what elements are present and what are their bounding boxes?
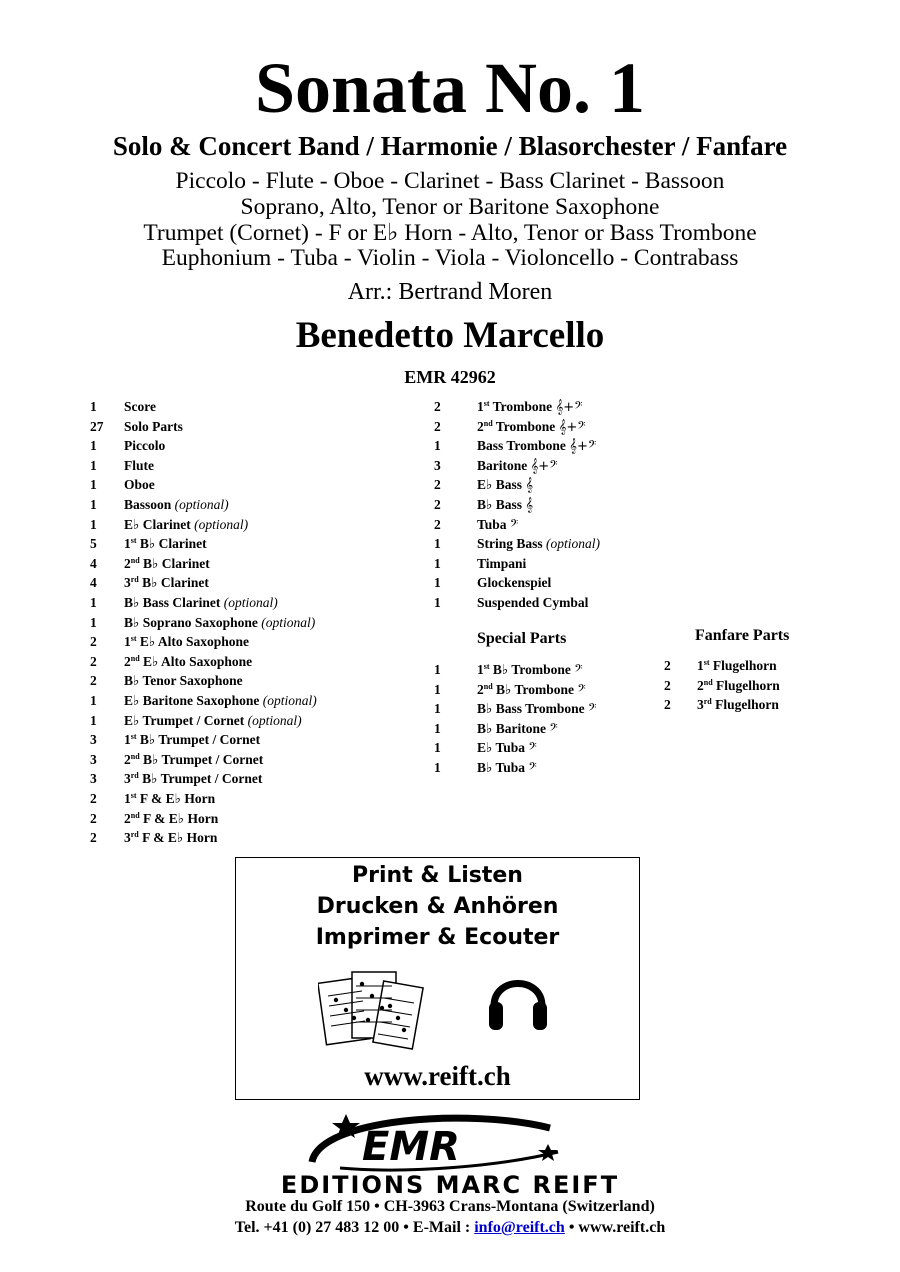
part-label: F & E♭ Horn [142, 830, 218, 846]
part-label: E♭ Alto Saxophone [143, 653, 253, 669]
part-name [124, 475, 155, 495]
part-name [124, 573, 209, 593]
part-name [477, 534, 600, 554]
part-ordinal: 1 [124, 791, 131, 806]
part-name [124, 769, 262, 789]
part-quantity: 3 [90, 732, 97, 748]
part-name [124, 809, 218, 829]
print-listen-box [235, 857, 640, 1100]
part-name [477, 515, 518, 536]
part-quantity: 2 [90, 830, 97, 846]
publisher-name: EDITIONS MARC REIFT [280, 1171, 620, 1199]
part-ordinal: 2 [697, 677, 704, 693]
part-name [477, 436, 596, 457]
fanfare-parts-list [664, 656, 864, 718]
part-label: B♭ Trumpet / Cornet [139, 732, 261, 748]
part-ordinal-suffix: rd [703, 697, 712, 707]
part-ordinal-suffix: nd [130, 653, 140, 663]
arranger: Arr.: Bertrand Moren [347, 279, 553, 305]
part-ordinal: 3 [124, 771, 131, 787]
part-label: Tuba [477, 516, 507, 532]
part-ordinal: 2 [124, 751, 131, 767]
part-ordinal-suffix: nd [130, 810, 140, 820]
part-name [124, 691, 317, 711]
part-quantity: 1 [434, 701, 441, 717]
part-label: Solo Parts [124, 418, 183, 434]
clef-icon: 𝄢 [588, 702, 597, 718]
clef-icon: 𝄞+𝄢 [530, 458, 558, 474]
special-parts-list [434, 660, 654, 780]
clef-icon: 𝄞 [525, 498, 534, 513]
part-name [124, 495, 229, 515]
clef-icon: 𝄢 [574, 663, 583, 678]
emr-logo-text: EMR [362, 1124, 460, 1170]
part-ordinal: 2 [124, 555, 131, 571]
part-name [124, 515, 248, 535]
part-label: E♭ Alto Saxophone [139, 634, 250, 650]
part-name [124, 730, 260, 750]
part-label: Flugelhorn [715, 697, 779, 713]
part-name [697, 695, 779, 715]
part-ordinal: 1 [124, 536, 131, 552]
part-quantity: 1 [90, 614, 97, 630]
part-name [124, 750, 263, 770]
part-label: Glockenspiel [477, 575, 552, 591]
part-label: B♭ Clarinet [139, 536, 207, 552]
part-label: E♭ Clarinet [124, 516, 191, 532]
part-label: B♭ Trumpet / Cornet [143, 751, 264, 767]
clef-icon: 𝄢 [549, 721, 558, 737]
clef-icon: 𝄞+𝄢 [558, 419, 586, 435]
part-ordinal-suffix: st [130, 634, 137, 644]
part-label: B♭ Bass Trombone [477, 701, 585, 717]
part-ordinal-suffix: nd [483, 418, 493, 428]
part-quantity: 2 [664, 677, 671, 693]
part-quantity: 1 [434, 536, 441, 552]
part-ordinal: 2 [124, 810, 131, 826]
part-name [477, 573, 551, 593]
emr-logo [300, 1108, 570, 1174]
part-ordinal: 1 [124, 634, 131, 650]
part-ordinal-suffix: rd [130, 830, 139, 840]
promo-url[interactable]: www.reift.ch [364, 1061, 511, 1091]
part-quantity: 1 [90, 712, 97, 728]
part-name [124, 789, 215, 809]
part-name [477, 397, 583, 418]
part-quantity: 2 [434, 497, 441, 512]
part-quantity: 2 [90, 634, 97, 650]
part-name [124, 436, 165, 456]
part-name [124, 397, 156, 417]
part-quantity: 3 [434, 457, 441, 473]
part-ordinal-suffix: st [130, 732, 137, 742]
contact-phone: Tel. +41 (0) 27 483 12 00 • E-Mail : [234, 1219, 475, 1236]
part-name [697, 676, 780, 696]
part-label: B♭ Trumpet / Cornet [142, 771, 263, 787]
clef-icon: 𝄢 [577, 682, 586, 698]
page-title: Sonata No. 1 [254, 48, 646, 128]
clef-icon: 𝄞+𝄢 [555, 400, 583, 415]
part-ordinal-suffix: nd [130, 751, 140, 761]
part-ordinal: 1 [477, 399, 484, 414]
part-label: Trombone [492, 399, 553, 414]
part-quantity: 1 [90, 399, 97, 414]
instrument-line-1: Piccolo - Flute - Oboe - Clarinet - Bass Clarinet - Bassoon [175, 168, 725, 194]
promo-line-2: Drucken & Anhören [316, 894, 559, 919]
headphones-icon [486, 966, 550, 1034]
part-label: Bassoon [124, 497, 172, 512]
part-quantity: 2 [90, 810, 97, 826]
part-quantity: 2 [664, 697, 671, 713]
part-label: B♭ Clarinet [143, 555, 210, 571]
part-name [124, 613, 315, 633]
part-name [124, 652, 252, 672]
part-quantity: 1 [434, 575, 441, 591]
part-optional-note: (optional) [546, 536, 601, 552]
part-name [124, 554, 210, 574]
part-label: Bass Trombone [477, 438, 566, 454]
part-quantity: 1 [434, 595, 441, 610]
clef-icon: 𝄢 [528, 761, 537, 776]
part-ordinal-suffix: rd [130, 771, 139, 781]
part-name [124, 711, 302, 731]
part-label: E♭ Bass [477, 477, 523, 493]
part-label: Flute [124, 457, 154, 473]
part-optional-note: (optional) [261, 614, 316, 630]
part-name [477, 417, 586, 438]
part-ordinal-suffix: nd [703, 677, 713, 687]
instrument-line-4: Euphonium - Tuba - Violin - Viola - Violoncello - Contrabass [161, 245, 739, 271]
part-name [124, 534, 207, 554]
part-label: B♭ Bass [477, 497, 523, 512]
part-quantity: 1 [434, 681, 441, 697]
part-quantity: 1 [434, 720, 441, 736]
part-quantity: 2 [434, 516, 441, 532]
part-name [124, 671, 243, 691]
part-quantity: 1 [434, 555, 441, 571]
part-name [477, 699, 596, 720]
part-label: B♭ Baritone [477, 720, 546, 736]
part-name [477, 593, 588, 613]
part-label: Piccolo [124, 438, 166, 454]
part-label: B♭ Clarinet [142, 575, 209, 591]
part-label: Flugelhorn [716, 677, 780, 693]
part-quantity: 1 [90, 516, 97, 532]
part-label: Suspended Cymbal [477, 595, 589, 610]
part-label: B♭ Soprano Saxophone [124, 614, 258, 630]
part-name [477, 738, 537, 759]
part-name [477, 456, 558, 477]
part-optional-note: (optional) [262, 693, 317, 708]
part-ordinal-suffix: nd [483, 681, 493, 691]
clef-icon: 𝄢 [528, 741, 537, 757]
instrument-line-2: Soprano, Alto, Tenor or Baritone Saxophone [240, 194, 660, 220]
part-ordinal: 1 [477, 662, 484, 677]
part-quantity: 1 [434, 662, 441, 677]
part-optional-note: (optional) [174, 497, 229, 512]
part-quantity: 2 [664, 658, 671, 673]
composer: Benedetto Marcello [295, 315, 605, 356]
part-ordinal-suffix: st [130, 536, 137, 546]
part-label: Flugelhorn [712, 658, 777, 673]
promo-line-1: Print & Listen [352, 863, 523, 888]
part-name [124, 828, 217, 848]
part-label: B♭ Bass Clarinet [124, 595, 221, 610]
publisher-contact [0, 1218, 900, 1238]
subtitle: Solo & Concert Band / Harmonie / Blasorchester / Fanfare [112, 131, 788, 161]
part-quantity: 2 [90, 673, 97, 689]
part-ordinal: 1 [697, 658, 704, 673]
part-name [697, 656, 777, 676]
part-name [477, 495, 533, 516]
part-quantity: 1 [90, 595, 97, 610]
part-label: E♭ Trumpet / Cornet [124, 712, 245, 728]
part-ordinal: 3 [124, 575, 131, 591]
part-quantity: 1 [90, 438, 97, 454]
part-name [477, 660, 583, 681]
parts-list-left [90, 397, 430, 852]
part-label: Oboe [124, 477, 155, 493]
part-ordinal: 2 [477, 418, 484, 434]
part-quantity: 1 [90, 497, 97, 512]
part-name [477, 758, 537, 779]
part-label: E♭ Tuba [477, 740, 526, 756]
clef-icon: 𝄞 [525, 478, 534, 494]
part-quantity: 3 [90, 771, 97, 787]
part-name [124, 593, 278, 613]
part-quantity: 2 [90, 653, 97, 669]
part-quantity: 4 [90, 575, 97, 591]
part-ordinal-suffix: st [130, 791, 137, 800]
part-ordinal: 3 [124, 830, 131, 846]
part-name [124, 632, 249, 652]
part-ordinal: 3 [697, 697, 704, 713]
part-ordinal-suffix: rd [130, 575, 139, 585]
part-name [477, 475, 533, 496]
part-name [124, 456, 154, 476]
part-name [124, 417, 183, 437]
email-link[interactable]: info@reift.ch [474, 1219, 565, 1236]
part-name [477, 680, 586, 701]
part-quantity: 1 [434, 760, 441, 775]
part-ordinal: 2 [477, 681, 484, 697]
part-quantity: 5 [90, 536, 97, 552]
sheet-music-icon [318, 966, 426, 1054]
part-label: F & E♭ Horn [139, 791, 216, 806]
part-ordinal: 2 [124, 653, 131, 669]
part-quantity: 2 [90, 791, 97, 806]
part-label: E♭ Baritone Saxophone [124, 693, 260, 708]
part-label: String Bass [477, 536, 543, 552]
part-ordinal: 1 [124, 732, 131, 748]
promo-line-3: Imprimer & Ecouter [315, 925, 560, 950]
clef-icon: 𝄞+𝄢 [569, 439, 597, 455]
part-optional-note: (optional) [247, 712, 302, 728]
part-quantity: 1 [90, 477, 97, 493]
part-quantity: 3 [90, 751, 97, 767]
parts-list-middle [434, 397, 654, 617]
part-ordinal-suffix: st [703, 658, 710, 667]
part-label: Score [124, 399, 156, 414]
part-label: B♭ Trombone [492, 662, 571, 677]
part-quantity: 2 [434, 418, 441, 434]
part-optional-note: (optional) [194, 516, 249, 532]
part-quantity: 27 [90, 418, 104, 434]
special-parts-heading: Special Parts [477, 630, 567, 647]
part-label: F & E♭ Horn [143, 810, 219, 826]
part-quantity: 1 [90, 457, 97, 473]
instrument-line-3: Trumpet (Cornet) - F or E♭ Horn - Alto, Tenor or Bass Trombone [143, 220, 757, 246]
part-quantity: 1 [90, 693, 97, 708]
part-label: Trombone [495, 418, 556, 434]
catalog-number: EMR 42962 [404, 367, 496, 387]
part-label: B♭ Tuba [477, 760, 526, 775]
part-quantity: 4 [90, 555, 97, 571]
part-label: B♭ Trombone [496, 681, 575, 697]
part-ordinal-suffix: nd [130, 555, 140, 565]
publisher-address: Route du Golf 150 • CH-3963 Crans-Montana (Switzerland) [245, 1198, 655, 1215]
part-ordinal-suffix: st [483, 662, 490, 671]
part-name [477, 554, 526, 574]
fanfare-parts-heading: Fanfare Parts [695, 627, 790, 644]
part-quantity: 1 [434, 740, 441, 756]
clef-icon: 𝄢 [509, 517, 519, 533]
part-label: Timpani [477, 555, 527, 571]
part-quantity: 2 [434, 477, 441, 493]
part-name [477, 719, 558, 740]
contact-website[interactable]: • www.reift.ch [564, 1219, 666, 1236]
part-optional-note: (optional) [223, 595, 278, 610]
part-label: B♭ Tenor Saxophone [124, 673, 243, 689]
part-quantity: 2 [434, 399, 441, 414]
part-label: Baritone [477, 457, 528, 473]
part-ordinal-suffix: st [483, 399, 490, 408]
part-quantity: 1 [434, 438, 441, 454]
